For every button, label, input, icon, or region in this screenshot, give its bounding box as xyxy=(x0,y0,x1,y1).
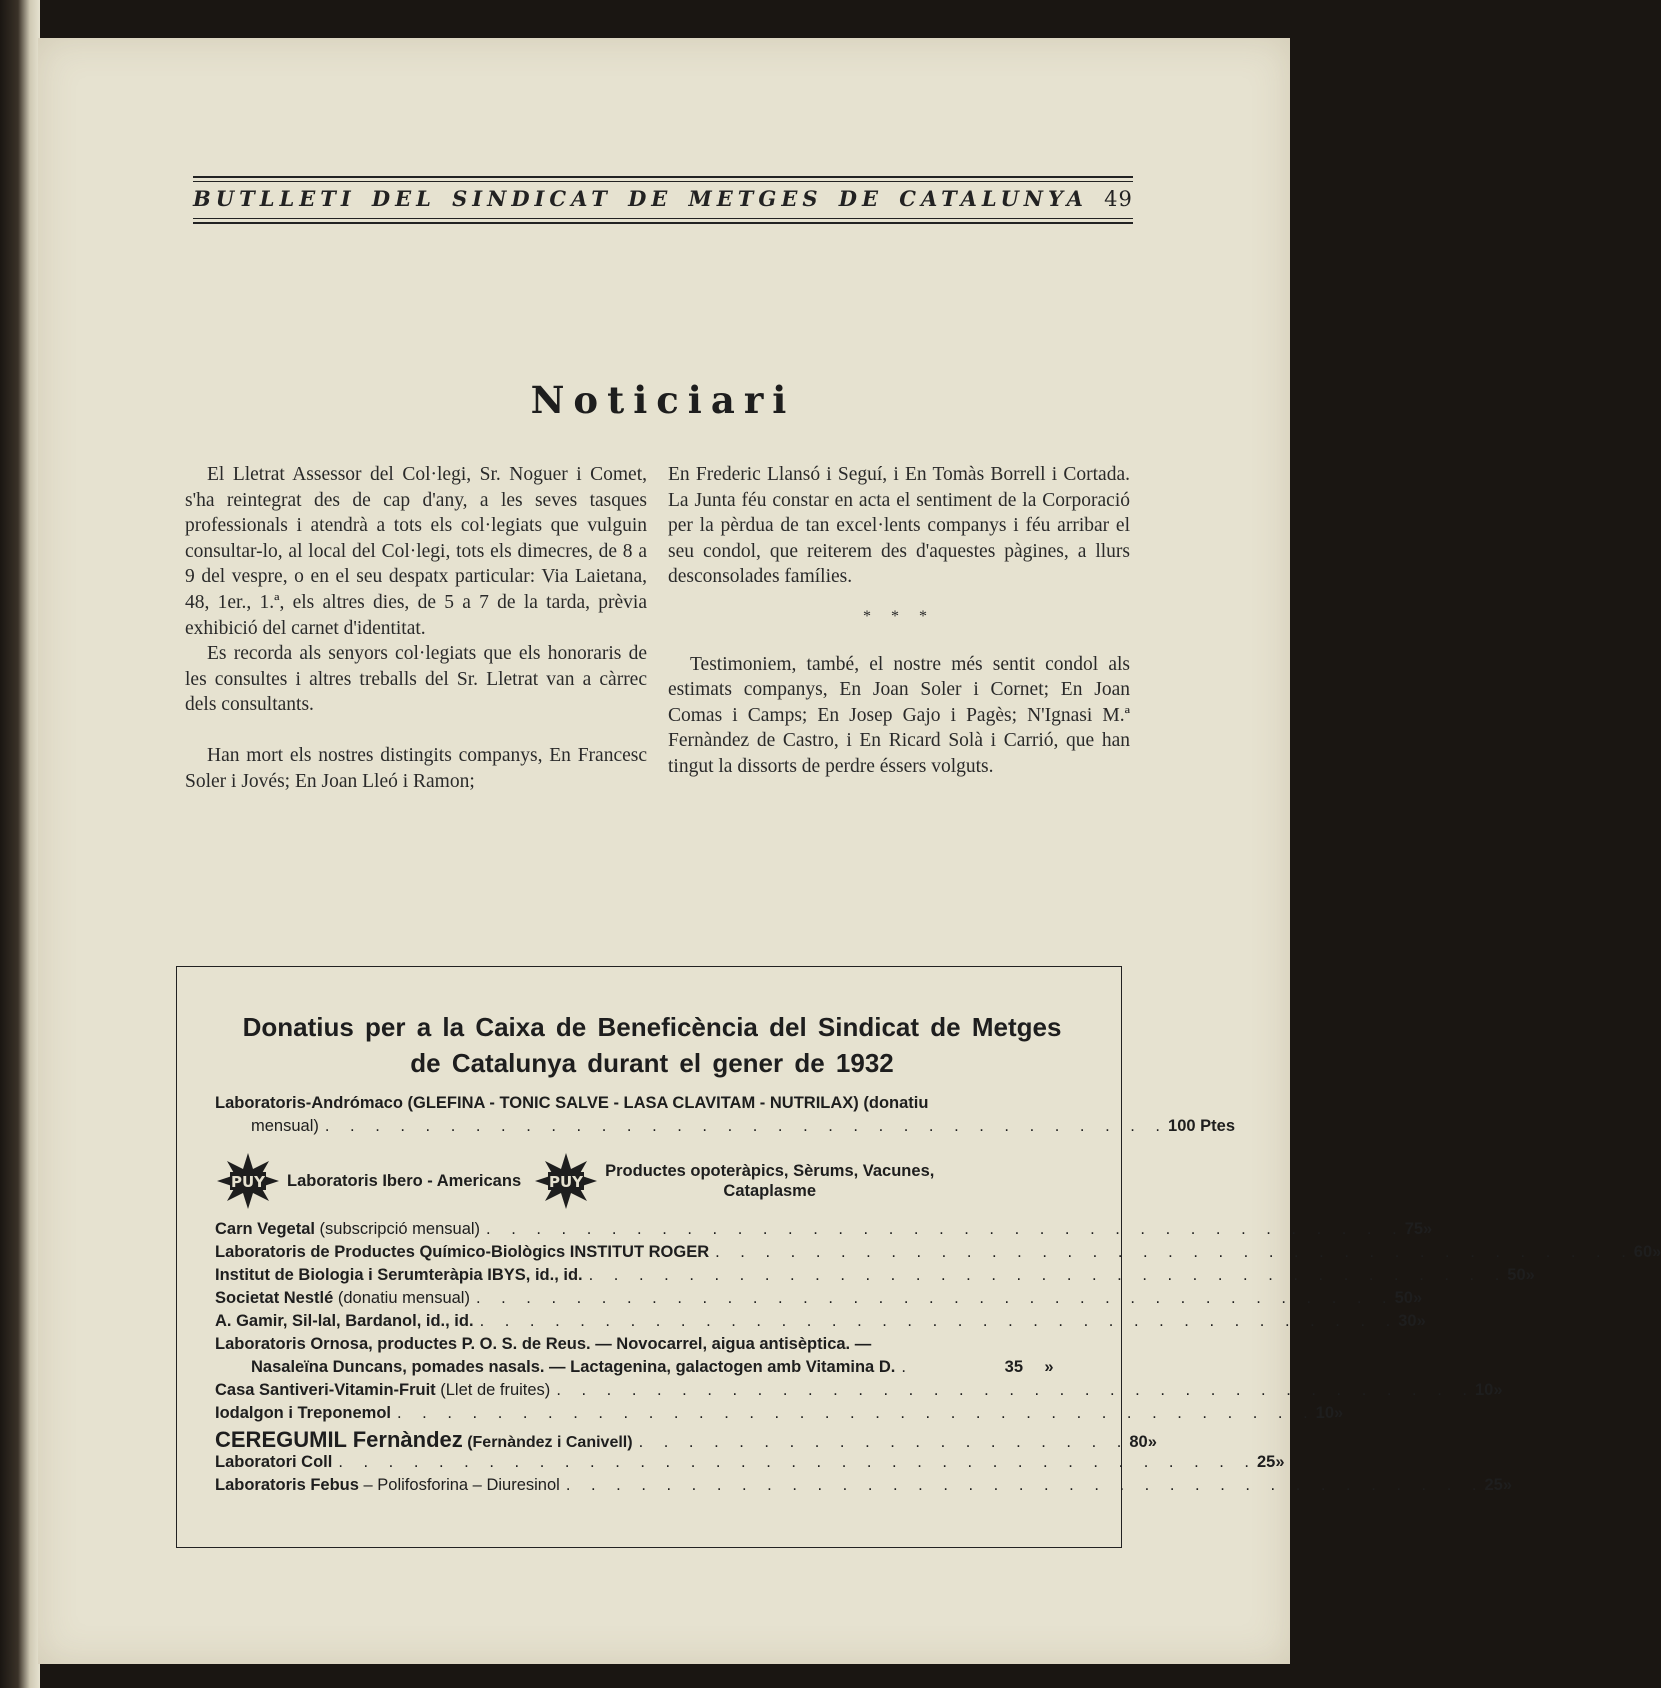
entry-label: Iodalgon i Treponemol xyxy=(215,1404,392,1422)
list-item xyxy=(215,1358,1075,1381)
list-item xyxy=(215,1404,1344,1427)
donations-list xyxy=(215,1094,1661,1499)
puy-star-logo-icon xyxy=(215,1151,281,1211)
leader-dots: . . . . . . . . . . . . . . . . . . . . xyxy=(638,1433,1130,1451)
list-item xyxy=(215,1289,1423,1312)
entry-amount: 25 xyxy=(1257,1453,1276,1471)
entry-unit: » xyxy=(1147,1433,1157,1451)
page-number: 49 xyxy=(1104,187,1133,211)
right-column xyxy=(668,462,1130,794)
entry-label: Nasaleïna Duncans, pomades nasals. — Lactagenina, galactogen amb Vitamina D. xyxy=(251,1358,896,1376)
entry-label: mensual) xyxy=(251,1117,319,1135)
leader-dots: . . . . . . . . . . . . . . . . . . . . . . . . . . . . . . . . . . . . . xyxy=(588,1266,1508,1284)
entry-note: (Fernàndez i Canivell) xyxy=(462,1434,633,1451)
list-item xyxy=(215,1381,1503,1404)
leader-dots: . . . . . . . . . . . . . . . . . . . . . . . . . . . . . . . . . . . . . xyxy=(715,1243,1634,1261)
entry-amount: 50 xyxy=(1507,1266,1526,1284)
entry-amount: 10 xyxy=(1315,1404,1335,1422)
entry-note: (Llet de fruites) xyxy=(435,1381,551,1399)
entry-note: (subscripció mensual) xyxy=(314,1220,481,1238)
entry-label: Casa Santiveri-Vitamin-Fruit xyxy=(215,1381,436,1399)
list-item xyxy=(215,1453,1285,1476)
list-item xyxy=(215,1220,1433,1243)
header-word: DEL xyxy=(371,186,436,211)
puy-products xyxy=(605,1161,934,1201)
list-item xyxy=(215,1266,1535,1289)
entry-label: Laboratori Coll xyxy=(215,1453,333,1471)
header-word: DE xyxy=(628,186,673,211)
entry-label: Laboratoris Febus xyxy=(215,1476,359,1494)
puy-advert xyxy=(215,1146,1075,1216)
entry-amount: 35 xyxy=(1004,1358,1023,1376)
puy-logo-text: PUY xyxy=(549,1173,584,1191)
list-item xyxy=(215,1243,1661,1266)
header-word: DE xyxy=(838,186,883,211)
header-word: METGES xyxy=(688,186,823,211)
entry-label: Carn Vegetal xyxy=(215,1220,315,1238)
donations-title xyxy=(217,1009,1087,1081)
section-title: Noticiari xyxy=(530,378,796,422)
entry-unit: » xyxy=(1334,1404,1344,1422)
list-item xyxy=(215,1117,1235,1140)
donations-title-line: de Catalunya durant el gener de 1932 xyxy=(410,1048,894,1078)
entry-unit: » xyxy=(1652,1243,1661,1261)
leader-dots: . . . . . . . . . . . . . . . . . . . . . . . . . . . . . . . . . . . . . xyxy=(475,1289,1395,1307)
header-text xyxy=(193,186,1133,211)
entry-label: Laboratoris Ornosa, productes P. O. S. de Reus. — Novocarrel, aigua antisèptica. — xyxy=(215,1335,872,1353)
leader-dots: . . . . . . . . . . . . . . . . . . . . . . . . . . . . . . . . . . . . . xyxy=(479,1312,1399,1330)
page-edge xyxy=(1290,0,1315,1688)
donations-box xyxy=(176,966,1661,1548)
entry-amount: 50 xyxy=(1394,1289,1413,1307)
entry-label: A. Gamir, Sil-lal, Bardanol, id., id. xyxy=(215,1312,474,1330)
entry-label: Institut de Biologia i Serumteràpia IBYS, id., id. xyxy=(215,1266,583,1284)
entry-label: Societat Nestlé xyxy=(215,1289,334,1307)
donations-title-line: Donatius per a la Caixa de Beneficència del Sindicat de Metges xyxy=(242,1012,1062,1042)
document-page xyxy=(38,38,1661,1664)
entry-amount: 100 Ptes xyxy=(1168,1117,1235,1135)
leader-dots: . . . . . . . . . . . . . . . . . . . . . . . . . . . . . . . . . . . . . xyxy=(556,1381,1475,1399)
entry-unit: » xyxy=(1275,1453,1285,1471)
leader-dots: . . . . . . . . . . . . . . . . . . . . . . . . . . . . . . . . . . . . . xyxy=(338,1453,1257,1471)
section-separator: * * * xyxy=(863,607,935,625)
entry-note: (donatiu mensual) xyxy=(333,1289,470,1307)
article-columns xyxy=(185,462,1130,794)
entry-amount: 80 xyxy=(1129,1433,1148,1451)
leader-dots: . xyxy=(901,1358,914,1376)
entry-amount: 75 xyxy=(1404,1220,1424,1238)
list-item xyxy=(215,1427,1157,1453)
leader-dots: . . . . . . . . . . . . . . . . . . . . . . . . . . . . . . . . . . xyxy=(324,1117,1169,1135)
paragraph: Han mort els nostres distingits companys, En Francesc Soler i Jovés; En Joan Lleó i Ramon; xyxy=(185,744,647,792)
leader-dots: . . . . . . . . . . . . . . . . . . . . . . . . . . . . . . . . . . . . . xyxy=(486,1220,1405,1238)
entry-unit: » xyxy=(1493,1381,1503,1399)
left-column xyxy=(185,462,647,794)
paragraph: El Lletrat Assessor del Col·legi, Sr. Noguer i Comet, s'ha reintegrat des de cap d'any, a les seves tasques professionals i atendrà a tots els col·legiats que vulguin consultar-lo, al local del Col·legi, tots els dimecres, de 8 a 9 del vespre, o en el seu despatx particular: Via Laietana, 48, 1er., 1.ª, els altres dies, de 5 a 7 de la tarda, prèvia exhibició del carnet d'identitat. xyxy=(185,464,647,639)
entry-unit: » xyxy=(1044,1358,1054,1376)
list-item xyxy=(215,1335,1075,1358)
puy-products-line: Cataplasme xyxy=(723,1182,817,1200)
book-spine xyxy=(0,0,40,1688)
entry-amount: 25 xyxy=(1484,1476,1503,1494)
entry-unit: » xyxy=(1423,1220,1433,1238)
paragraph: Testimoniem, també, el nostre més sentit condol als estimats companys, En Joan Soler i Cornet; En Joan Comas i Camps; En Josep Gajo i Pagès; N'Ignasi M.ª Fernàndez de Castro, i En Ricard Solà i Carrió, que han tingut la dissorts de perdre éssers volguts. xyxy=(668,653,1130,777)
puy-logo-text: PUY xyxy=(230,1173,266,1191)
list-item xyxy=(215,1094,1075,1117)
entry-note: – Polifosforina – Diuresinol xyxy=(358,1476,560,1494)
list-item xyxy=(215,1312,1426,1335)
running-header xyxy=(193,176,1133,234)
header-word: BUTLLETI xyxy=(193,186,356,211)
paragraph: Es recorda als senyors col·legiats que els honoraris de les consultes i altres treballs del Sr. Lletrat van a càrrec dels consultants. xyxy=(185,643,647,716)
header-word: CATALUNYA xyxy=(899,186,1088,211)
entry-unit: » xyxy=(1525,1266,1535,1284)
entry-unit: » xyxy=(1416,1312,1426,1330)
entry-label: Laboratoris-Andrómaco (GLEFINA - TONIC SALVE - LASA CLAVITAM - NUTRILAX) (donatiu xyxy=(215,1094,929,1112)
header-word: SINDICAT xyxy=(452,186,612,211)
leader-dots: . . . . . . . . . . . . . . . . . . . . . . . . . . . . . . . . . . . . . xyxy=(397,1404,1316,1422)
list-item xyxy=(215,1476,1513,1499)
entry-unit: » xyxy=(1412,1289,1423,1307)
paragraph: En Frederic Llansó i Seguí, i En Tomàs Borrell i Cortada. La Junta féu constar en acta el sentiment de la Corporació per la pèrdua de tan excel·lents companys i féu arribar el seu condol, que reiterem des d'aquestes pàgines, a llurs desconsolades famílies. xyxy=(668,464,1130,588)
puy-star-logo-icon xyxy=(533,1151,599,1211)
leader-dots: . . . . . . . . . . . . . . . . . . . . . . . . . . . . . . . . . . . . . xyxy=(565,1476,1485,1494)
entry-label: Laboratoris de Productes Químico-Biològics INSTITUT ROGER xyxy=(215,1243,710,1261)
entry-unit: » xyxy=(1502,1476,1513,1494)
puy-label: Laboratoris Ibero - Americans xyxy=(287,1171,522,1190)
puy-products-line: Productes opoteràpics, Sèrums, Vacunes, xyxy=(605,1162,935,1180)
entry-amount: 30 xyxy=(1398,1312,1417,1330)
entry-amount: 10 xyxy=(1474,1381,1494,1399)
entry-amount: 60 xyxy=(1633,1243,1653,1261)
entry-label: CEREGUMIL Fernàndez xyxy=(215,1427,463,1452)
